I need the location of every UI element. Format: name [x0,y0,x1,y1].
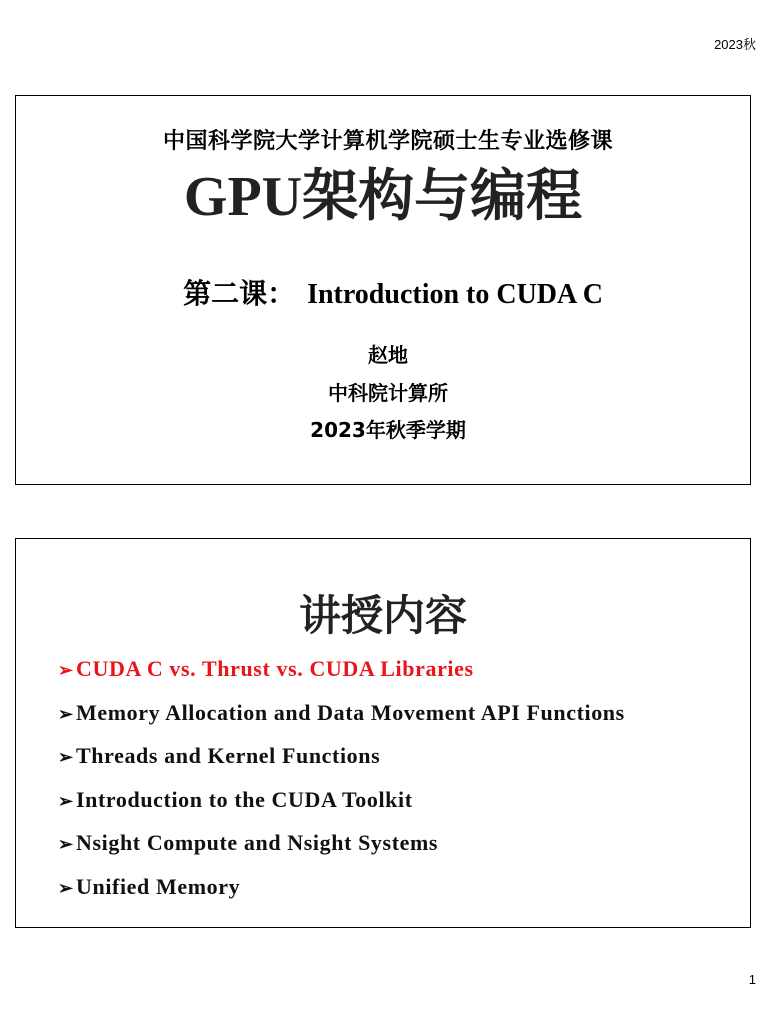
arrow-bullet-icon: ➢ [58,834,74,854]
course-title-latin: GPU [183,166,303,228]
outline-item [58,695,625,739]
outline-slide [15,538,751,928]
outline-item-label: Introduction to the CUDA Toolkit [76,786,413,812]
outline-item-label: Nsight Compute and Nsight Systems [76,830,439,855]
semester: 2023年秋季学期 [310,418,466,442]
page-number: 1 [748,972,756,987]
author: 赵地 [368,343,408,367]
course-title-cjk: 架构与编程 [302,164,583,229]
outline-item-label: Unified Memory [76,873,241,899]
lesson-label: 第二课： [183,277,296,310]
outline-item [58,651,625,695]
course-title [16,162,750,232]
arrow-bullet-icon: ➢ [58,703,74,724]
lesson-topic: Introduction to CUDA C [307,279,603,310]
lesson-line [16,272,750,312]
arrow-bullet-icon: ➢ [58,747,74,767]
outline-list [58,651,625,912]
outline-item [58,782,625,826]
outline-item-label: CUDA C vs. Thrust vs. CUDA Libraries [76,656,474,681]
course-subtitle: 中国科学院大学计算机学院硕士生专业选修课 [162,129,613,154]
outline-item [58,869,625,913]
arrow-bullet-icon: ➢ [58,790,74,811]
arrow-bullet-icon: ➢ [58,877,74,898]
title-slide [15,95,751,485]
outline-item [58,738,625,782]
header-note: 2023秋 [714,37,756,52]
outline-item [58,825,625,869]
institution: 中科院计算所 [328,381,448,405]
outline-title: 讲授内容 [298,591,467,640]
arrow-bullet-icon: ➢ [58,660,74,680]
outline-item-label: Memory Allocation and Data Movement API Functions [76,699,625,725]
outline-item-label: Threads and Kernel Functions [76,743,381,768]
